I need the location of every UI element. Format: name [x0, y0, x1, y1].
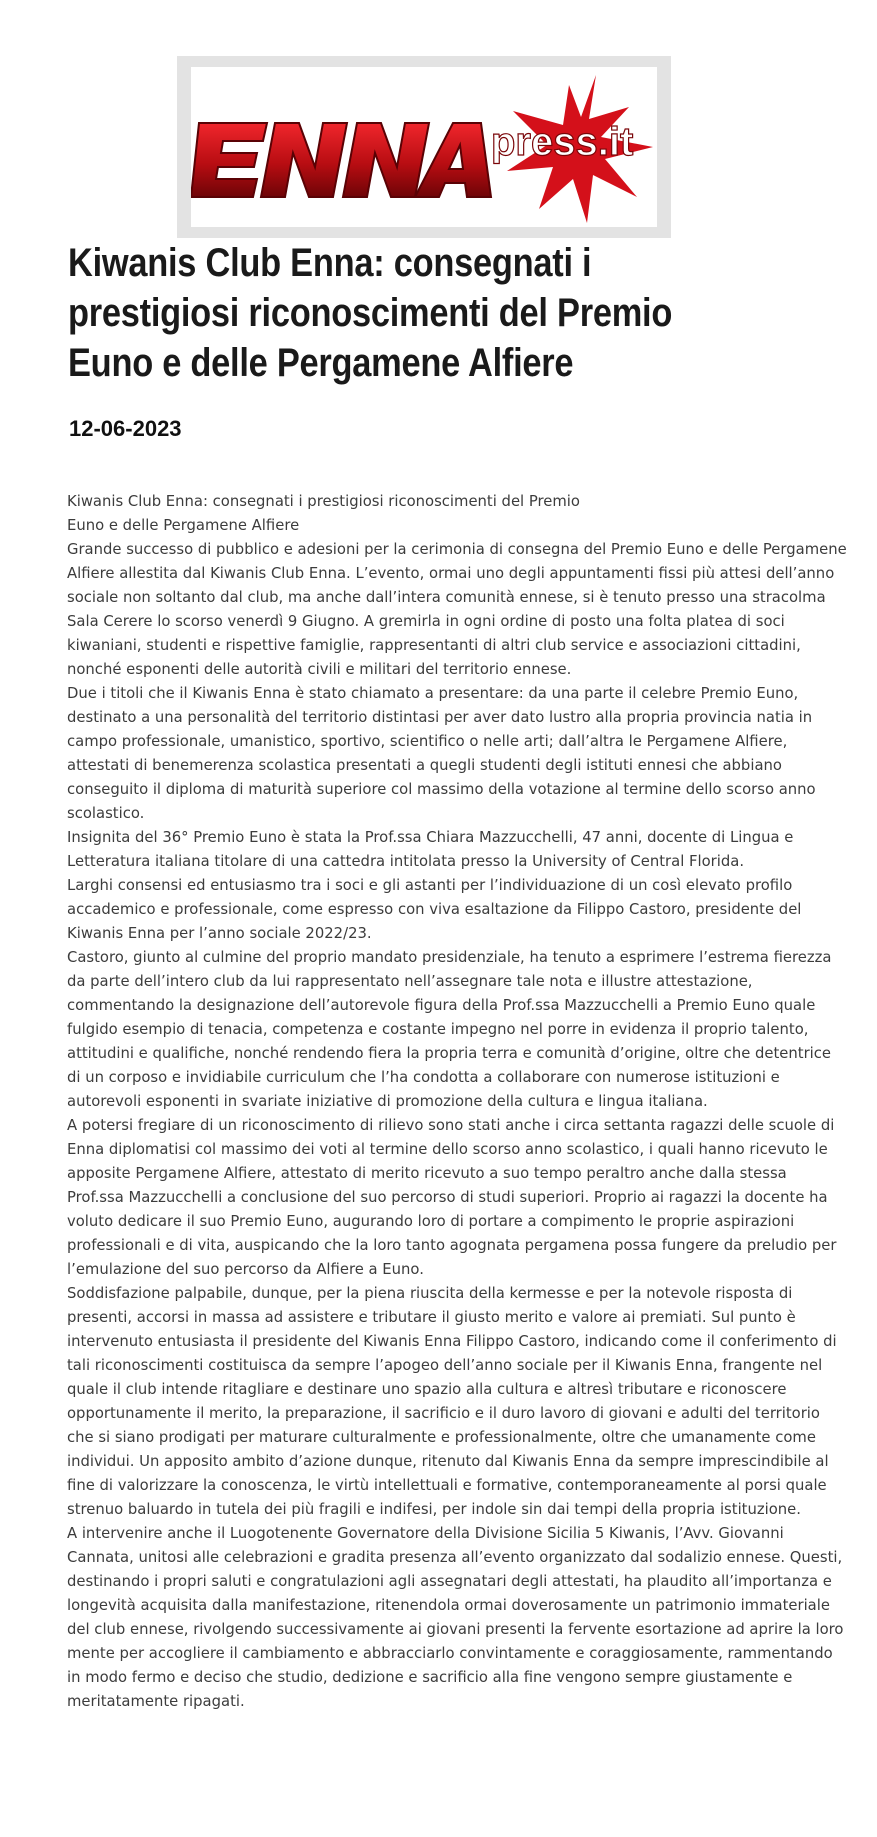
logo-wordmark-graphic [191, 123, 491, 197]
article-paragraph: Due i titoli che il Kiwanis Enna è stato chiamato a presentare: da una parte il celebre Premio Euno, destinato a una personalità del territorio distintasi per aver dato lustro alla propria provincia natia in campo professionale, umanistico, sportivo, scientifico o nelle arti; dall’altra le Pergamene Alfiere, attestati di benemerenza scolastica presentati a quegli studenti degli istituti ennesi che abbiano conseguito il diploma di maturità superiore col massimo della votazione al termine dello scorso anno scolastico. [67, 685, 816, 822]
article-intro: Kiwanis Club Enna: consegnati i prestigiosi riconoscimenti del Premio Euno e delle Pergamene Alfiere [67, 493, 580, 534]
article-headline: Kiwanis Club Enna: consegnati i prestigiosi riconoscimenti del Premio Euno e delle Pergamene Alfiere [68, 241, 673, 385]
logo-frame [177, 56, 671, 238]
article-paragraph: A potersi fregiare di un riconoscimento di rilievo sono stati anche i circa settanta ragazzi delle scuole di Enna diplomatisi col massimo dei voti al termine dello scorso anno scolastico, i quali hanno ricevuto le apposite Pergamene Alfiere, attestato di merito ricevuto a suo tempo peraltro anche dalla stessa Prof.ssa Mazzucchelli a conclusione del suo percorso di studi superiori. Proprio ai ragazzi la docente ha voluto dedicare il suo Premio Euno, augurando loro di portare a compimento le proprie aspirazioni professionali e di vita, auspicando che la loro tanto agognata pergamena possa fungere da preludio per l’emulazione del suo percorso da Alfiere a Euno. [67, 1117, 837, 1278]
ennapress-logo[interactable] [191, 67, 657, 227]
article-paragraph: A intervenire anche il Luogotenente Governatore della Divisione Sicilia 5 Kiwanis, l’Avv. Giovanni Cannata, unitosi alle celebrazioni e gradita presenza all’evento organizzato dal sodalizio ennese. Questi, destinando i propri saluti e congratulazioni agli assegnatari degli attestati, ha plaudito all’importanza e longevità acquisita dalla manifestazione, ritenendola ormai doverosamente un patrimonio immateriale del club ennese, rivolgendo successivamente ai giovani presenti la fervente esortazione ad aprire la loro mente per accogliere il cambiamento e abbracciarlo convintamente e coraggiosamente, rammentando in modo fermo e deciso che studio, dedizione e sacrificio alla fine vengono sempre giustamente e meritatamente ripagati. [67, 1525, 844, 1710]
article-paragraph: Insignita del 36° Premio Euno è stata la Prof.ssa Chiara Mazzucchelli, 47 anni, docente di Lingua e Letteratura italiana titolare di una cattedra intitolata presso la University of Central Florida. [67, 829, 794, 870]
article-paragraph: Soddisfazione palpabile, dunque, per la piena riuscita della kermesse e per la notevole risposta di presenti, accorsi in massa ad assistere e tributare il giusto merito e valore ai premiati. Sul punto è intervenuto entusiasta il presidente del Kiwanis Enna Filippo Castoro, indicando come il conferimento di tali riconoscimenti costituisca da sempre l’apogeo dell’anno sociale per il Kiwanis Enna, frangente nel quale il club intende ritagliare e destinare uno spazio alla cultura e altresì tributare e riconoscere opportunamente il merito, la preparazione, il sacrificio e il duro lavoro di giovani e adulti del territorio che si siano prodigati per maturare culturalmente e professionalmente, oltre che umanamente come individui. Un apposito ambito d’azione dunque, ritenuto dal Kiwanis Enna da sempre imprescindibile al fine di valorizzare la conoscenza, le virtù intellettuali e formative, contemporaneamente al porsi quale strenuo baluardo in tutela dei più fragili e indifesi, per indole sin dai tempi della propria istituzione. [67, 1285, 837, 1518]
article-paragraph: Castoro, giunto al culmine del proprio mandato presidenziale, ha tenuto a esprimere l’estrema fierezza da parte dell’intero club da lui rappresentato nell’assegnare tale nota e illustre attestazione, commentando la designazione dell’autorevole figura della Prof.ssa Mazzucchelli a Premio Euno quale fulgido esempio di tenacia, competenza e costante impegno nel porre in evidenza il proprio talento, attitudini e qualifiche, nonché rendendo fiera la propria terra e comunità d’origine, oltre che detentrice di un corposo e invidiabile curriculum che l’ha condotta a collaborare con numerose istituzioni e autorevoli esponenti in svariate iniziative di promozione della cultura e lingua italiana. [67, 949, 832, 1110]
ennapress-logo-graphic [191, 67, 657, 227]
logo-suffix-text: press.it [491, 120, 634, 164]
article-body [67, 490, 847, 1714]
article-paragraph: Larghi consensi ed entusiasmo tra i soci e gli astanti per l’individuazione di un così elevato profilo accademico e professionale, come espresso con viva esaltazione da Filippo Castoro, presidente del Kiwanis Enna per l’anno sociale 2022/23. [67, 877, 802, 942]
article-paragraph: Grande successo di pubblico e adesioni per la cerimonia di consegna del Premio Euno e delle Pergamene Alfiere allestita dal Kiwanis Club Enna. L’evento, ormai uno degli appuntamenti fissi più attesi dell’anno sociale non soltanto dal club, ma anche dall’intera comunità ennese, si è tenuto presso una stracolma Sala Cerere lo scorso venerdì 9 Giugno. A gremirla in ogni ordine di posto una folta platea di soci kiwaniani, studenti e rispettive famiglie, rappresentanti di altri club service e associazioni cittadini, nonché esponenti delle autorità civili e militari del territorio ennese. [67, 541, 847, 678]
article-date: 12-06-2023 [69, 416, 182, 441]
